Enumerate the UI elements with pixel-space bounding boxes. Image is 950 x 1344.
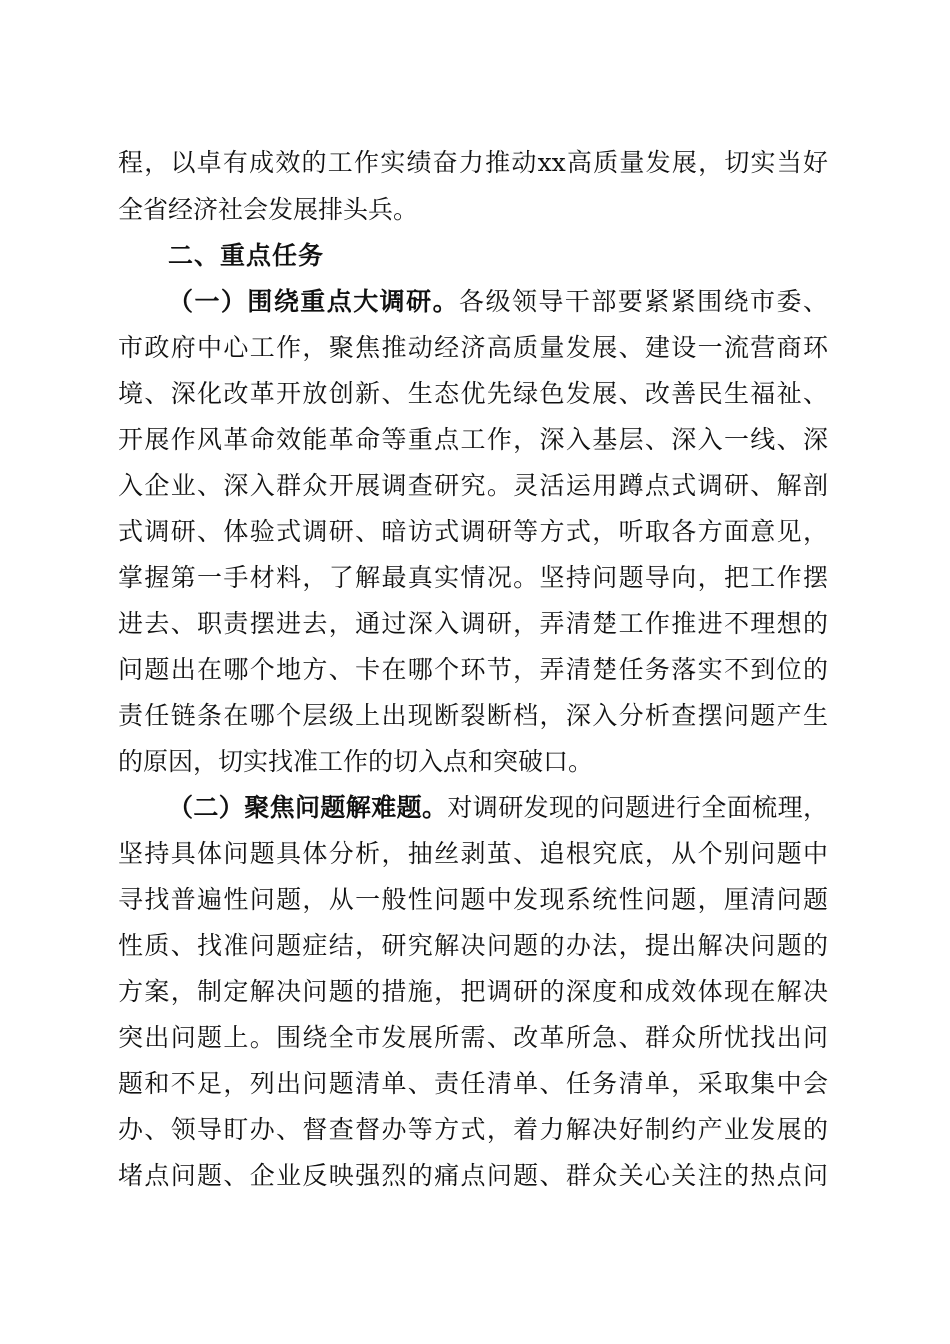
task1-line-3: 境、深化改革开放创新、生态优先绿色发展、改善民生福祉、 [118,379,828,408]
task2-first-line [168,791,828,825]
task1-line-7: 掌握第一手材料，了解最真实情况。坚持问题导向，把工作摆 [118,563,828,592]
task1-line-2: 市政府中心工作，聚焦推动经济高质量发展、建设一流营商环 [118,333,828,362]
intro-line-1: 程，以卓有成效的工作实绩奋力推动xx高质量发展，切实当好 [118,148,828,177]
task1-line-11: 的原因，切实找准工作的切入点和突破口。 [118,747,594,776]
task1-first-line [168,285,828,319]
task1-line-10: 责任链条在哪个层级上出现断裂断档，深入分析查摆问题产生 [118,701,828,730]
task2-line-2: 坚持具体问题具体分析，抽丝剥茧、追根究底，从个别问题中 [118,839,828,868]
task2-line-4: 性质、找准问题症结，研究解决问题的办法，提出解决问题的 [118,931,828,960]
task1-line-6: 式调研、体验式调研、暗访式调研等方式，听取各方面意见， [118,517,828,546]
task1-title: （一）围绕重点大调研。 [168,287,460,316]
section-heading: 二、重点任务 [168,241,325,270]
task2-line-1: 对调研发现的问题进行全面梳理， [447,793,828,822]
task2-line-8: 办、领导盯办、督查督办等方式，着力解决好制约产业发展的 [118,1115,828,1144]
task2-line-3: 寻找普遍性问题，从一般性问题中发现系统性问题，厘清问题 [118,885,828,914]
task2-line-6: 突出问题上。围绕全市发展所需、改革所急、群众所忧找出问 [118,1023,828,1052]
task1-line-5: 入企业、深入群众开展调查研究。灵活运用蹲点式调研、解剖 [118,471,828,500]
task1-line-4: 开展作风革命效能革命等重点工作，深入基层、深入一线、深 [118,425,828,454]
task2-line-9: 堵点问题、企业反映强烈的痛点问题、群众关心关注的热点问 [118,1161,828,1190]
task1-line-1: 各级领导干部要紧紧围绕市委、 [459,287,828,316]
task1-line-8: 进去、职责摆进去，通过深入调研，弄清楚工作推进不理想的 [118,609,828,638]
task1-line-9: 问题出在哪个地方、卡在哪个环节，弄清楚任务落实不到位的 [118,655,828,684]
intro-line-2: 全省经济社会发展排头兵。 [118,195,419,224]
task2-title: （二）聚焦问题解难题。 [168,793,448,822]
task2-line-5: 方案，制定解决问题的措施，把调研的深度和成效体现在解决 [118,977,828,1006]
task2-line-7: 题和不足，列出问题清单、责任清单、任务清单，采取集中会 [118,1069,828,1098]
